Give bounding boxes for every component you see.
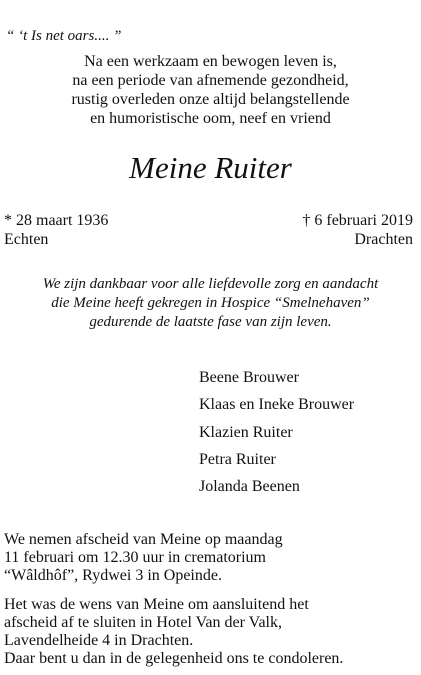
family-member: Klazien Ruiter [199, 423, 293, 441]
family-member: Jolanda Beenen [199, 478, 300, 496]
wish-line: Lavendelheide 4 in Drachten. [4, 632, 194, 649]
thanks-line: gedurende de laatste fase van zijn leven. [89, 314, 332, 330]
farewell-line: “Wâldhôf”, Rydwei 3 in Opeinde. [4, 567, 222, 584]
wish-text [4, 596, 343, 668]
birth-info [4, 211, 108, 249]
death-place: Drachten [354, 231, 413, 248]
intro-text [0, 52, 421, 128]
intro-line: na een periode van afnemende gezondheid, [72, 72, 349, 89]
family-member: Petra Ruiter [199, 450, 276, 468]
farewell-line: We nemen afscheid van Meine op maandag [4, 531, 283, 548]
death-info [302, 211, 413, 249]
deceased-name: Meine Ruiter [129, 150, 292, 185]
intro-line: rustig overleden onze altijd belangstellende [71, 91, 350, 108]
wish-line: Daar bent u dan in de gelegenheid ons te condoleren. [4, 650, 344, 667]
thanks-text [0, 275, 421, 332]
family-member: Beene Brouwer [199, 369, 299, 386]
birth-date: * 28 maart 1936 [4, 212, 109, 229]
farewell-line: 11 februari om 12.30 uur in crematorium [4, 549, 266, 566]
farewell-text [4, 531, 283, 585]
death-date: † 6 februari 2019 [302, 212, 413, 229]
thanks-line: die Meine heeft gekregen in Hospice “Smelnehaven” [51, 295, 370, 311]
thanks-line: We zijn dankbaar voor alle liefdevolle zorg en aandacht [42, 276, 379, 292]
intro-line: en humoristische oom, neef en vriend [90, 110, 331, 127]
intro-line: Na een werkzaam en bewogen leven is, [84, 53, 337, 70]
wish-line: Het was de wens van Meine om aansluitend het [4, 596, 309, 613]
opening-quote: “ ‘t Is net oars.... ” [6, 28, 122, 44]
wish-line: afscheid af te sluiten in Hotel Van der Valk, [4, 614, 282, 631]
birth-place: Echten [4, 231, 49, 248]
family-member: Klaas en Ineke Brouwer [199, 396, 355, 414]
family-list [199, 368, 354, 504]
